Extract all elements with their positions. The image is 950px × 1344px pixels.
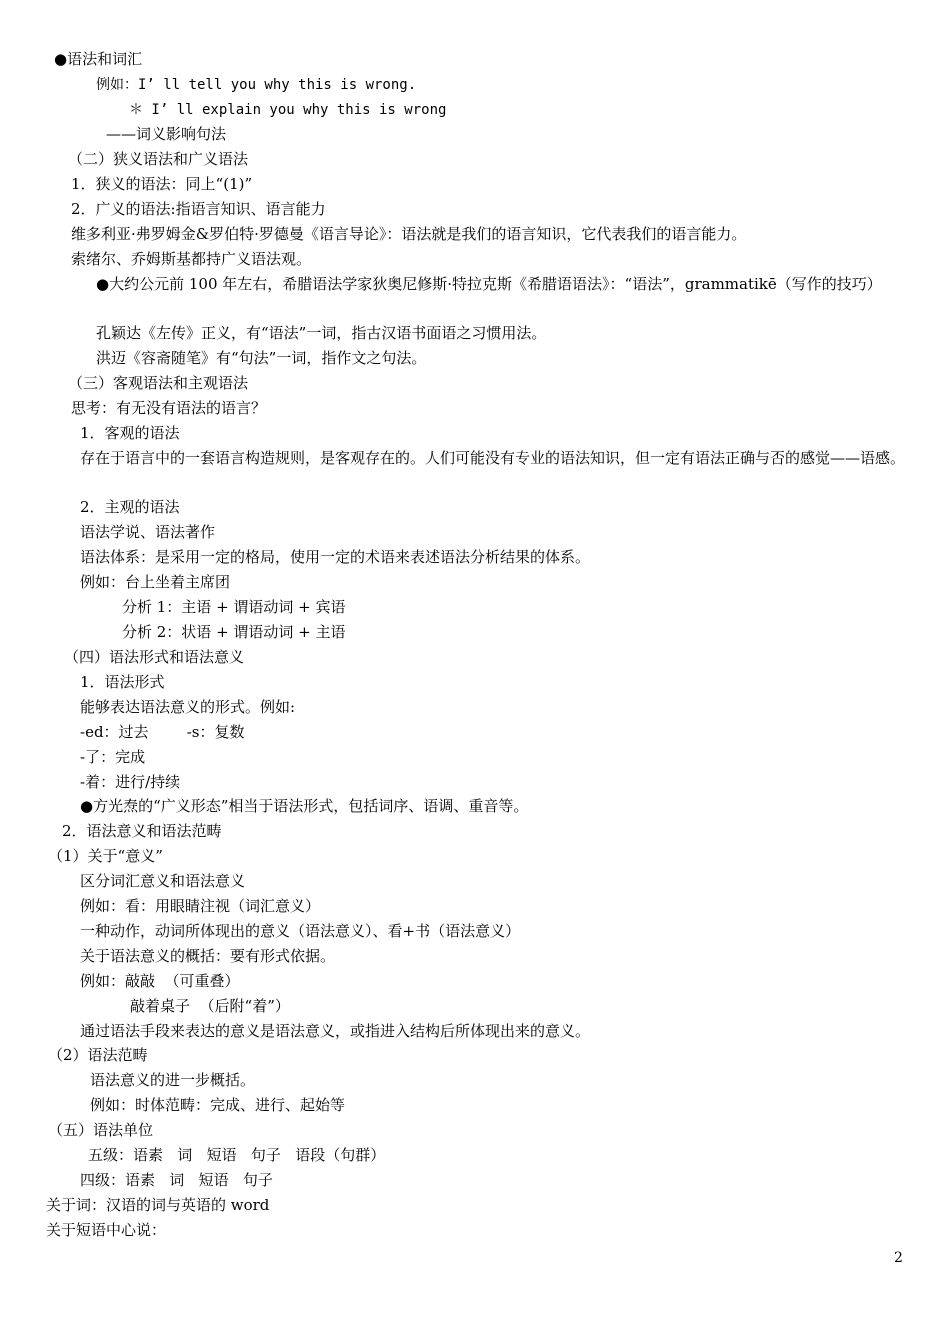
text-line: 例如：I’ ll tell you why this is wrong.: [96, 77, 417, 93]
text-line: 分析 2：状语 + 谓语动词 + 主语: [122, 623, 346, 641]
text-line: ●语法和词汇: [54, 50, 143, 68]
text-line: ＊ I’ ll explain you why this is wrong: [129, 102, 447, 118]
text-line: -ed：过去 -s：复数: [80, 723, 245, 741]
text-line: 分析 1：主语 + 谓语动词 + 宾语: [122, 598, 346, 616]
text-line: 1．客观的语法: [80, 424, 180, 442]
text-line: 一种动作，动词所体现出的意义（语法意义）、看+书（语法意义）: [80, 922, 521, 940]
text-line: 孔颖达《左传》正义，有“语法”一词，指古汉语书面语之习惯用法。: [96, 324, 547, 342]
section-heading: 2．语法意义和语法范畴: [62, 822, 222, 840]
text-line: 关于语法意义的概括：要有形式依据。: [80, 947, 336, 965]
text-line: 索绪尔、乔姆斯基都持广义语法观。: [71, 250, 312, 268]
text-line: 语法意义的进一步概括。: [90, 1071, 256, 1089]
text-line: 例如：台上坐着主席团: [80, 573, 231, 591]
text-line: 通过语法手段来表达的意义是语法意义，或指进入结构后所体现出来的意义。: [80, 1022, 591, 1040]
text-line: 语法学说、语法著作: [80, 523, 216, 541]
text-line: 2．广义的语法:指语言知识、语言能力: [71, 200, 326, 218]
text-line: -着：进行/持续: [80, 773, 181, 791]
section-heading: （四）语法形式和语法意义: [64, 648, 245, 666]
text-line: 2．主观的语法: [80, 498, 180, 516]
page-number: 2: [894, 1250, 903, 1266]
text-line: 例如：看：用眼睛注视（词汇意义）: [80, 897, 321, 915]
text-line: 例如：敲敲 （可重叠）: [80, 972, 240, 990]
text-paragraph: ●大约公元前 100 年左右，希腊语法学家狄奥尼修斯·特拉克斯《希腊语语法》：“语法”，grammatikē（写作的技巧）: [96, 275, 882, 293]
section-heading: （二）狭义语法和广义语法: [68, 150, 249, 168]
text-line: 敲着桌子 （后附“着”）: [130, 997, 290, 1015]
section-heading: （2）语法范畴: [48, 1046, 148, 1064]
text-line: 关于短语中心说：: [46, 1221, 167, 1239]
section-heading: （五）语法单位: [48, 1121, 154, 1139]
text-line: 1．狭义的语法：同上“(1)”: [71, 175, 253, 193]
text-line: 四级：语素 词 短语 句子: [80, 1171, 273, 1189]
text-line: 五级：语素 词 短语 句子 语段（句群）: [88, 1146, 386, 1164]
text-line: ——词义影响句法: [106, 125, 227, 143]
text-line: -了：完成: [80, 748, 146, 766]
section-heading: （1）关于“意义”: [48, 847, 163, 865]
text-line: 维多利亚·弗罗姆金&罗伯特·罗德曼《语言导论》：语法就是我们的语言知识，它代表我们的语言能力。: [71, 225, 747, 243]
text-line: 思考：有无没有语法的语言？: [71, 399, 267, 417]
text-line: 能够表达语法意义的形式。例如:: [80, 698, 296, 716]
text-line: ●方光焘的“广义形态”相当于语法形式，包括词序、语调、重音等。: [80, 797, 529, 815]
section-heading: （三）客观语法和主观语法: [68, 374, 249, 392]
text-line: 关于词：汉语的词与英语的 word: [46, 1196, 270, 1214]
text-line: 例如：时体范畴：完成、进行、起始等: [90, 1096, 346, 1114]
text-line: 1．语法形式: [80, 673, 165, 691]
text-paragraph: 存在于语言中的一套语言构造规则，是客观存在的。人们可能没有专业的语法知识，但一定有语法正确与否的感觉——语感。: [80, 449, 906, 467]
text-line: 区分词汇意义和语法意义: [80, 872, 246, 890]
text-line: 洪迈《容斋随笔》有“句法”一词，指作文之句法。: [96, 349, 427, 367]
text-line: 语法体系：是采用一定的格局，使用一定的术语来表述语法分析结果的体系。: [80, 548, 591, 566]
